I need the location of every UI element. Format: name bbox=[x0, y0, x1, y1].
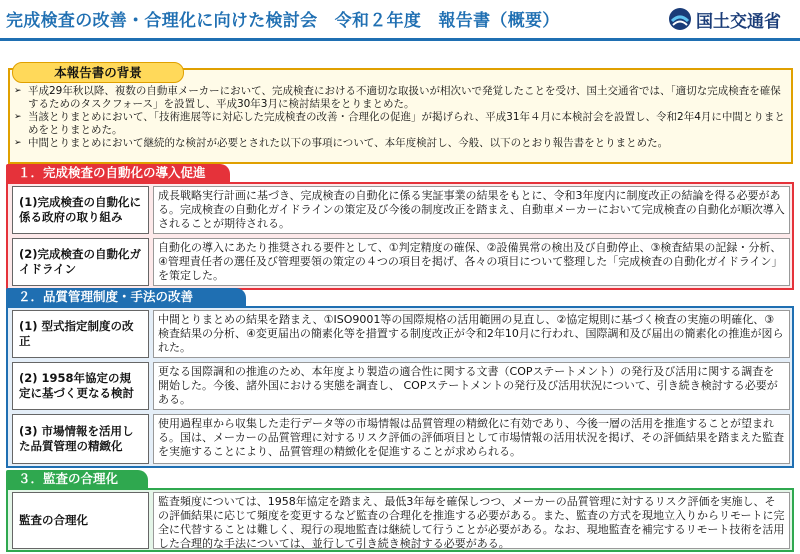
list-item bbox=[14, 137, 789, 150]
background-bullets bbox=[14, 85, 789, 150]
background-label: 本報告書の背景 bbox=[12, 62, 184, 83]
section-2-item-3-label: (3) 市場情報を活用した品質管理の精緻化 bbox=[12, 414, 149, 464]
section-2-item-2-label: (2) 1958年協定の規定に基づく更なる検討 bbox=[12, 362, 149, 410]
section-3-title: ３．監査の合理化 bbox=[6, 470, 148, 488]
section-2-item-2-text: 更なる国際調和の推進のため、本年度より製造の適合性に関する文書（COPステートメント）の発行及び活用に関する調査を開始した。今後、諸外国における実態を調査し、 COPステートメントの発行及び活用状況について、引き続き検討する必要がある。 bbox=[153, 362, 790, 410]
logo-text: 国土交通省 bbox=[696, 12, 781, 32]
section-2-item-1-label: (1) 型式指定制度の改正 bbox=[12, 310, 149, 358]
section-1-item-2-text: 自動化の導入にあたり推奨される要件として、①判定精度の確保、②設備異常の検出及び自動停止、③検査結果の記録・分析、④管理責任者の選任及び管理要領の策定の４つの項目を掲げ、各々の項目について整理した「完成検査の自動化ガイドライン」を策定した。 bbox=[153, 238, 790, 286]
section-3-item-1-label: 監査の合理化 bbox=[12, 492, 149, 549]
section-1-item-2-label: (2)完成検査の自動化ガイドライン bbox=[12, 238, 149, 286]
section-2-item-1-text: 中間とりまとめの結果を踏まえ、①ISO9001等の国際規格の活用範囲の見直し、②協定規則に基づく検査の実施の明確化、③検査結果の分析、④変更届出の簡素化等を措置する制度改正が令和2年10月に行われ、国際調和及び届出の簡素化の推進が図られた。 bbox=[153, 310, 790, 358]
title-divider bbox=[0, 38, 800, 41]
arrow-bullet-icon: ➢ bbox=[14, 86, 22, 96]
section-2-item-3-text: 使用過程車から収集した走行データ等の市場情報は品質管理の精緻化に有効であり、今後一層の活用を推進することが望まれる。国は、メーカーの品質管理に対するリスク評価の評価項目として市場情報の活用状況を掲げ、その評価結果を踏まえた監査を実施することにより、品質管理の精緻化を促進することが求められる。 bbox=[153, 414, 790, 464]
mlit-logo bbox=[666, 4, 794, 34]
section-3-item-1-text: 監査頻度については、1958年協定を踏まえ、最低3年毎を確保しつつ、メーカーの品質管理に対するリスク評価を実施し、その評価結果に応じて頻度を変更するなど監査の合理化を推進する必要がある。また、監査の方式を現地立入りからリモートに完全に代替することは難しく、現行の現地監査は継続して行うことが必要がある。なお、現地監査を補完するリモート技術を活用した合理的な手法については、並行して引き続き検討する必要がある。 bbox=[153, 492, 790, 549]
section-1-title: １．完成検査の自動化の導入促進 bbox=[6, 164, 230, 182]
page-title: 完成検査の改善・合理化に向けた検討会 令和２年度 報告書（概要） bbox=[6, 11, 560, 31]
arrow-bullet-icon: ➢ bbox=[14, 112, 22, 122]
section-2-title: ２．品質管理制度・手法の改善 bbox=[6, 288, 246, 306]
bullet-text: 平成29年秋以降、複数の自動車メーカーにおいて、完成検査における不適切な取扱いが相次いで発覚したことを受け、国土交通省では、「適切な完成検査を確保するためのタスクフォース」を設置し、平成30年3月に検討結果をとりまとめた。 bbox=[28, 85, 781, 110]
section-1-item-1-text: 成長戦略実行計画に基づき、完成検査の自動化に係る実証事業の結果をもとに、令和3年度内に制度改正の結論を得る必要がある。完成検査の自動化ガイドラインの策定及び今後の制度改正を踏まえ、自動車メーカーにおいて完成検査の自動化が順次導入されることが期待される。 bbox=[153, 186, 790, 234]
list-item bbox=[14, 111, 789, 137]
bullet-text: 当該とりまとめにおいて、「技術進展等に対応した完成検査の改善・合理化の促進」が掲げられ、平成31年４月に本検討会を設置し、令和2年4月に中間とりまとめをとりまとめた。 bbox=[28, 111, 785, 136]
list-item bbox=[14, 85, 789, 111]
bullet-text: 中間とりまとめにおいて継続的な検討が必要とされた以下の事項について、本年度検討し、今般、以下のとおり報告書をとりまとめた。 bbox=[28, 137, 669, 149]
section-1-item-1-label: (1)完成検査の自動化に係る政府の取り組み bbox=[12, 186, 149, 234]
arrow-bullet-icon: ➢ bbox=[14, 138, 22, 148]
mlit-logo-icon bbox=[668, 7, 692, 31]
